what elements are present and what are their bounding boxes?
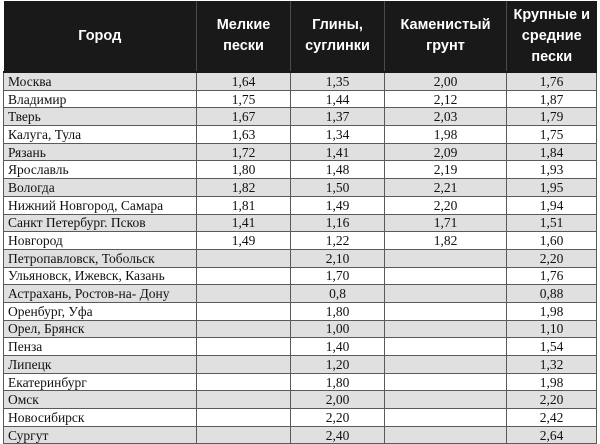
cell-coarse-sand: 1,95 — [507, 179, 597, 197]
freezing-depth-table — [3, 1, 597, 444]
cell-clay: 1,44 — [291, 90, 385, 108]
table-row — [4, 409, 597, 427]
cell-rocky-soil: 2,19 — [385, 161, 507, 179]
cell-fine-sand: 1,75 — [197, 90, 291, 108]
cell-city: Владимир — [4, 90, 197, 108]
table-row — [4, 320, 597, 338]
cell-city: Пенза — [4, 338, 197, 356]
table-row — [4, 143, 597, 161]
cell-clay: 1,48 — [291, 161, 385, 179]
cell-coarse-sand: 1,76 — [507, 72, 597, 90]
cell-coarse-sand: 1,75 — [507, 126, 597, 144]
cell-city: Сургут — [4, 426, 197, 444]
table-row — [4, 161, 597, 179]
cell-rocky-soil: 1,82 — [385, 232, 507, 250]
table-row — [4, 373, 597, 391]
cell-city: Оренбург, Уфа — [4, 302, 197, 320]
table-row — [4, 302, 597, 320]
cell-fine-sand — [197, 426, 291, 444]
table-row — [4, 108, 597, 126]
cell-fine-sand — [197, 373, 291, 391]
cell-coarse-sand: 1,94 — [507, 196, 597, 214]
cell-fine-sand: 1,41 — [197, 214, 291, 232]
cell-coarse-sand: 1,98 — [507, 373, 597, 391]
cell-clay: 1,49 — [291, 196, 385, 214]
table-row — [4, 126, 597, 144]
cell-city: Калуга, Тула — [4, 126, 197, 144]
cell-coarse-sand: 1,76 — [507, 267, 597, 285]
header-rocky-soil: Каменистый грунт — [385, 1, 507, 72]
cell-coarse-sand: 0,88 — [507, 285, 597, 303]
table-row — [4, 90, 597, 108]
cell-fine-sand — [197, 338, 291, 356]
cell-clay: 1,41 — [291, 143, 385, 161]
cell-clay: 1,50 — [291, 179, 385, 197]
cell-rocky-soil: 2,00 — [385, 72, 507, 90]
cell-clay: 1,22 — [291, 232, 385, 250]
cell-clay: 0,8 — [291, 285, 385, 303]
header-fine-sand: Мелкие пески — [197, 1, 291, 72]
cell-rocky-soil — [385, 249, 507, 267]
cell-coarse-sand: 1,54 — [507, 338, 597, 356]
cell-city: Нижний Новгород, Самара — [4, 196, 197, 214]
cell-city: Петропавловск, Тобольск — [4, 249, 197, 267]
cell-city: Москва — [4, 72, 197, 90]
table-row — [4, 179, 597, 197]
cell-fine-sand: 1,64 — [197, 72, 291, 90]
table-row — [4, 214, 597, 232]
cell-coarse-sand: 1,87 — [507, 90, 597, 108]
table-row — [4, 249, 597, 267]
cell-city: Астрахань, Ростов-на- Дону — [4, 285, 197, 303]
table-row — [4, 232, 597, 250]
cell-fine-sand: 1,82 — [197, 179, 291, 197]
cell-rocky-soil — [385, 409, 507, 427]
cell-clay: 1,80 — [291, 302, 385, 320]
table-row — [4, 338, 597, 356]
cell-coarse-sand: 2,20 — [507, 249, 597, 267]
table-row — [4, 267, 597, 285]
table-header — [4, 1, 597, 72]
cell-clay: 1,40 — [291, 338, 385, 356]
table-row — [4, 356, 597, 374]
cell-coarse-sand: 2,64 — [507, 426, 597, 444]
cell-city: Тверь — [4, 108, 197, 126]
cell-rocky-soil: 2,12 — [385, 90, 507, 108]
cell-rocky-soil — [385, 267, 507, 285]
cell-rocky-soil — [385, 285, 507, 303]
cell-fine-sand: 1,67 — [197, 108, 291, 126]
cell-city: Липецк — [4, 356, 197, 374]
cell-coarse-sand: 1,32 — [507, 356, 597, 374]
cell-clay: 2,40 — [291, 426, 385, 444]
cell-rocky-soil — [385, 356, 507, 374]
cell-rocky-soil — [385, 320, 507, 338]
cell-rocky-soil — [385, 391, 507, 409]
cell-city: Ярославль — [4, 161, 197, 179]
cell-fine-sand: 1,81 — [197, 196, 291, 214]
cell-clay: 1,70 — [291, 267, 385, 285]
cell-fine-sand — [197, 267, 291, 285]
cell-fine-sand — [197, 320, 291, 338]
cell-rocky-soil: 1,98 — [385, 126, 507, 144]
table-row — [4, 285, 597, 303]
header-row — [4, 1, 597, 72]
cell-coarse-sand: 1,84 — [507, 143, 597, 161]
cell-rocky-soil — [385, 302, 507, 320]
cell-clay: 1,34 — [291, 126, 385, 144]
cell-coarse-sand: 1,51 — [507, 214, 597, 232]
cell-clay: 1,37 — [291, 108, 385, 126]
cell-rocky-soil — [385, 426, 507, 444]
cell-city: Рязань — [4, 143, 197, 161]
cell-city: Орел, Брянск — [4, 320, 197, 338]
cell-fine-sand — [197, 391, 291, 409]
table-row — [4, 72, 597, 90]
cell-rocky-soil: 2,03 — [385, 108, 507, 126]
cell-fine-sand: 1,72 — [197, 143, 291, 161]
cell-rocky-soil: 2,09 — [385, 143, 507, 161]
table-row — [4, 426, 597, 444]
cell-fine-sand: 1,63 — [197, 126, 291, 144]
cell-fine-sand — [197, 285, 291, 303]
table-row — [4, 391, 597, 409]
cell-fine-sand: 1,49 — [197, 232, 291, 250]
cell-coarse-sand: 1,60 — [507, 232, 597, 250]
cell-clay: 2,00 — [291, 391, 385, 409]
header-coarse-sand: Крупные и средние пески — [507, 1, 597, 72]
cell-clay: 2,10 — [291, 249, 385, 267]
cell-clay: 1,80 — [291, 373, 385, 391]
cell-fine-sand — [197, 356, 291, 374]
header-clay: Глины, суглинки — [291, 1, 385, 72]
cell-rocky-soil: 2,20 — [385, 196, 507, 214]
cell-city: Омск — [4, 391, 197, 409]
cell-rocky-soil — [385, 338, 507, 356]
cell-coarse-sand: 1,79 — [507, 108, 597, 126]
table-row — [4, 196, 597, 214]
cell-fine-sand — [197, 249, 291, 267]
cell-clay: 1,20 — [291, 356, 385, 374]
table-body — [4, 72, 597, 444]
cell-fine-sand — [197, 409, 291, 427]
cell-clay: 1,00 — [291, 320, 385, 338]
cell-city: Санкт Петербург. Псков — [4, 214, 197, 232]
cell-rocky-soil: 1,71 — [385, 214, 507, 232]
cell-coarse-sand: 1,93 — [507, 161, 597, 179]
cell-coarse-sand: 2,42 — [507, 409, 597, 427]
cell-coarse-sand: 1,98 — [507, 302, 597, 320]
cell-clay: 2,20 — [291, 409, 385, 427]
cell-city: Новгород — [4, 232, 197, 250]
cell-city: Екатеринбург — [4, 373, 197, 391]
cell-rocky-soil: 2,21 — [385, 179, 507, 197]
cell-city: Ульяновск, Ижевск, Казань — [4, 267, 197, 285]
cell-coarse-sand: 1,10 — [507, 320, 597, 338]
header-city: Город — [4, 1, 197, 72]
cell-clay: 1,16 — [291, 214, 385, 232]
cell-fine-sand: 1,80 — [197, 161, 291, 179]
cell-fine-sand — [197, 302, 291, 320]
cell-city: Вологда — [4, 179, 197, 197]
cell-clay: 1,35 — [291, 72, 385, 90]
cell-coarse-sand: 2,20 — [507, 391, 597, 409]
cell-city: Новосибирск — [4, 409, 197, 427]
cell-rocky-soil — [385, 373, 507, 391]
